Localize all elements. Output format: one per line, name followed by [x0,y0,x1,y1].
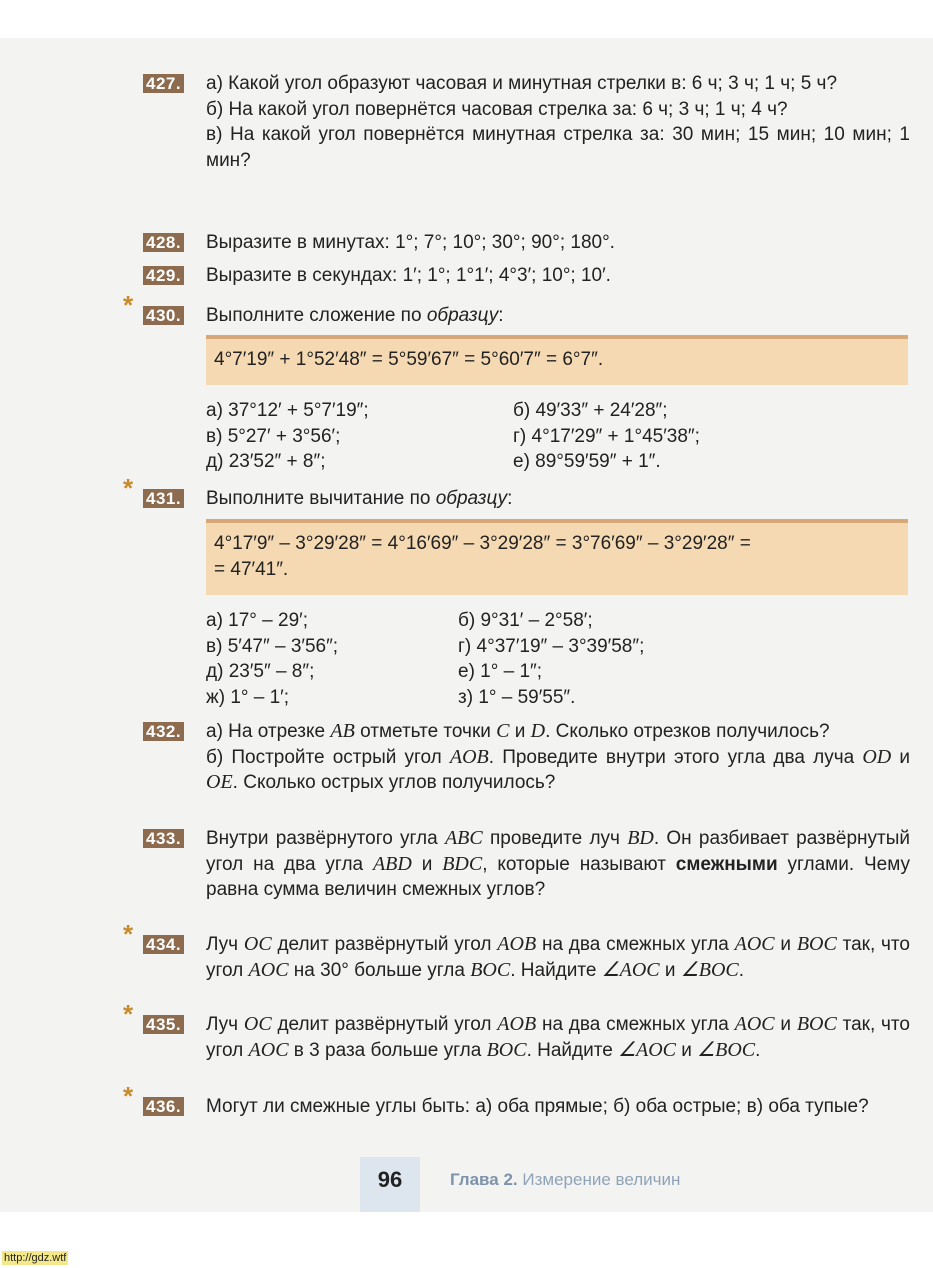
chapter-title [450,1170,680,1190]
text: и [411,853,443,875]
text: и [774,934,797,955]
text: б) Постройте острый угол [206,746,450,768]
math-text: AOC [734,933,775,955]
text: . [755,1039,761,1061]
problem-paragraph [206,932,910,983]
problem-paragraph [206,71,910,97]
math-text: BOC [470,958,511,981]
math-text: ∠BOC [680,958,739,981]
italic-text: образцу [426,305,499,326]
chapter-label: Глава 2. [450,1170,518,1189]
text: на 30° больше угла [288,959,471,981]
text: . Он разбивает развёрнутый угол на два угла [206,828,911,875]
exercise-item: е) 1° – 1″; [458,661,543,682]
problem-paragraph [206,303,910,329]
example-box-430 [206,335,908,385]
text: на два смежных угла [536,934,735,955]
text: б) На какой угол повернётся часовая стрелка за: 6 ч; 3 ч; 1 ч; 4 ч? [206,98,788,120]
exercise-item: г) 4°17′29″ + 1°45′38″; [513,425,700,447]
text: , которые называют [482,853,676,875]
math-text: AOC [248,1038,289,1061]
text: и [676,1039,698,1061]
text: Выразите в минутах: 1°; 7°; 10°; 30°; 90°; 180°. [206,232,615,253]
problem-number-badge: 429. [143,266,184,285]
star-icon: * [123,999,134,1029]
problem-paragraph [206,486,910,512]
exercise-item: г) 4°37′19″ – 3°39′58″; [458,635,645,657]
problem-432 [146,719,910,796]
text: углами. Чему равна сумма величин смежных углов? [206,853,911,900]
problem-433 [146,826,911,903]
text: и [774,1014,797,1035]
problem-427 [146,71,910,173]
problem-paragraph [206,230,910,256]
problem-paragraph [206,1094,910,1120]
problem-number-badge: 431. [143,489,184,508]
text: Выразите в секундах: 1′; 1°; 1°1′; 4°3′; 10°; 10′. [206,265,611,286]
math-text: ∠BOC [697,1038,756,1061]
bold-term: смежными [675,853,778,875]
math-text: OE [206,771,233,793]
text: . [738,959,745,981]
exercise-item: а) 17° – 29′; [206,610,309,631]
text: Луч [206,934,244,955]
text: : [498,305,504,326]
math-text: BD [627,827,654,849]
text: и [509,721,531,742]
problem-paragraph [206,122,910,173]
italic-text: образцу [435,488,508,509]
math-text: BOC [486,1038,527,1061]
math-text: C [496,720,510,742]
text: и [659,959,681,981]
text: в) На какой угол повернётся минутная стрелка за: 30 мин; 15 мин; 10 мин; 1 мин? [206,124,910,171]
example-line: = 47′41″. [214,558,289,580]
problem-paragraph [206,263,910,289]
exercise-item: б) 9°31′ – 2°58′; [458,610,593,631]
star-icon: * [123,919,134,949]
problem-428 [146,230,910,256]
watermark-link[interactable]: http://gdz.wtf [4,1252,67,1264]
problem-paragraph [206,719,910,745]
exercise-item: а) 37°12′ + 5°7′19″; [206,400,369,421]
math-text: OC [243,1013,272,1035]
text: отметьте точки [354,721,497,742]
text: : [507,488,513,509]
problem-paragraph [206,826,910,903]
items-431 [206,608,906,710]
problem-paragraph [206,97,910,123]
text: в 3 раза больше угла [288,1039,487,1061]
math-text: OD [862,745,892,768]
problem-number-badge: 434. [143,935,184,954]
problem-430 [123,290,910,329]
exercise-item: д) 23′52″ + 8″; [206,451,326,472]
text: . Проведите внутри этого угла два луча [488,746,863,768]
text: Внутри развёрнутого угла [206,828,445,849]
problem-number-badge: 435. [143,1015,184,1034]
problem-number-badge: 430. [143,306,184,325]
text: а) На отрезке [206,721,331,742]
problem-434 [123,919,910,983]
text: . Найдите [526,1039,619,1061]
math-text: ∠AOC [618,1038,676,1061]
math-text: AOB [497,1013,537,1035]
exercise-item: з) 1° – 59′55″. [458,686,576,708]
example-line: 4°17′9″ – 3°29′28″ = 4°16′69″ – 3°29′28″ = 3°76′69″ – 3°29′28″ = [214,533,751,554]
math-text: BOC [796,933,837,955]
problem-number-badge: 433. [143,829,184,848]
text: делит развёрнутый угол [271,1014,498,1035]
text: Луч [206,1014,244,1035]
text: Выполните вычитание по [206,488,436,509]
exercise-item: д) 23′5″ – 8″; [206,661,315,682]
text: Выполните сложение по [206,305,427,326]
text: . Найдите [510,959,602,981]
chapter-name: Измерение величин [522,1170,681,1189]
problem-number-badge: 428. [143,233,184,252]
problem-number-badge: 427. [143,74,184,93]
math-text: AOC [248,958,289,981]
math-text: BDC [442,852,483,875]
problem-436 [123,1081,910,1120]
text: и [891,746,910,768]
problem-431 [123,473,910,512]
text: на два смежных угла [536,1014,735,1035]
problem-paragraph [206,745,910,796]
text: так, что угол [206,934,910,981]
problem-435 [123,999,910,1063]
math-text: OC [243,933,272,955]
example-line: 4°7′19″ + 1°52′48″ = 5°59′67″ = 5°60′7″ = 6°7″. [214,349,604,370]
math-text: BOC [796,1013,837,1035]
text: Могут ли смежные углы быть: а) оба прямые; б) оба острые; в) оба тупые? [206,1096,869,1117]
math-text: AOB [497,933,537,955]
problem-number-badge: 432. [143,722,184,741]
problem-429 [146,263,910,289]
exercise-item: е) 89°59′59″ + 1″. [513,451,661,472]
exercise-item: ж) 1° – 1′; [206,686,290,708]
problem-paragraph [206,1012,910,1063]
math-text: AOC [734,1013,775,1035]
text: так, что угол [206,1014,910,1061]
text: проведите луч [482,828,628,849]
exercise-item: б) 49′33″ + 24′28″; [513,400,668,421]
math-text: ∠AOC [601,958,660,981]
items-430 [206,398,906,475]
exercise-item: в) 5′47″ – 3′56″; [206,635,339,657]
text: делит развёрнутый угол [271,934,498,955]
problem-number-badge: 436. [143,1097,184,1116]
math-text: AB [330,720,355,742]
star-icon: * [123,1081,134,1111]
math-text: ABD [372,852,412,875]
math-text: AOB [449,745,489,768]
math-text: D [530,720,546,742]
text: . Сколько отрезков получилось? [545,721,830,742]
star-icon: * [123,290,134,320]
math-text: ABC [444,827,483,849]
exercise-item: в) 5°27′ + 3°56′; [206,425,341,447]
page-number: 96 [360,1157,420,1212]
text: а) Какой угол образуют часовая и минутная стрелки в: 6 ч; 3 ч; 1 ч; 5 ч? [206,73,838,94]
example-box-431 [206,519,908,595]
star-icon: * [123,473,134,503]
text: . Сколько острых углов получилось? [232,772,556,793]
